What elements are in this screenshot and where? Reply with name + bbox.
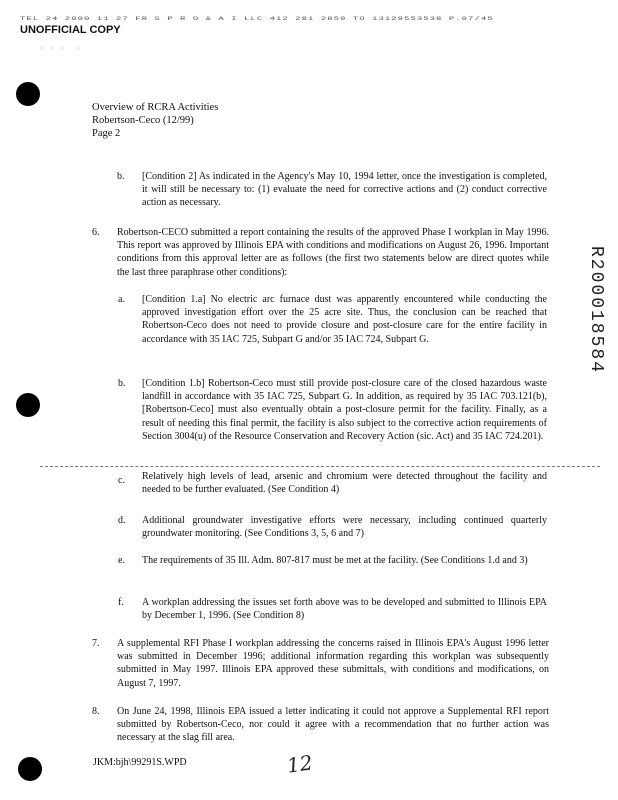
list-item-text: A workplan addressing the issues set forth above was to be developed and submitted to Illinois EPA by December 1, 1996. (See Condition 8) bbox=[142, 597, 547, 622]
list-marker: 7. bbox=[92, 638, 100, 649]
scan-specks: · · · · bbox=[40, 44, 83, 53]
bates-number: R200018584 bbox=[586, 246, 606, 375]
punch-hole-middle bbox=[16, 393, 40, 417]
list-item-7 bbox=[92, 637, 549, 690]
list-item-text: A supplemental RFI Phase I workplan addressing the concerns raised in Illinois EPA's August 1996 letter was submitted in December 1996; additional information regarding this workplan was subsequently submitted in May 1997. Illinois EPA approved these submittals, with conditions and modifications, on August 7, 1997. bbox=[117, 638, 549, 689]
sub-item-b bbox=[118, 377, 547, 443]
list-item-text: Additional groundwater investigative efforts were necessary, including continued quarterly groundwater monitoring. (See Conditions 3, 5, 6 and 7) bbox=[142, 515, 547, 540]
list-marker: 8. bbox=[92, 706, 100, 717]
fax-transmission-header: TEL 24 2000 11 27 FR S P R O & A I LLC 412 281 2859 TO 13129553538 P.07/45 bbox=[20, 16, 494, 22]
document-header bbox=[92, 101, 218, 140]
punch-hole-bottom bbox=[18, 757, 42, 781]
list-item-b-condition-2 bbox=[117, 170, 547, 210]
document-subtitle: Robertson-Ceco (12/99) bbox=[92, 115, 194, 126]
unofficial-copy-stamp: UNOFFICIAL COPY bbox=[20, 24, 121, 36]
list-item-text: On June 24, 1998, Illinois EPA issued a letter indicating it could not approve a Supplemental RFI report submitted by Robertson-Ceco, nor could it agree with a recommendation that no further action was necessary at the slag fill area. bbox=[117, 706, 549, 744]
list-marker: c. bbox=[118, 475, 125, 486]
list-marker: b. bbox=[117, 171, 125, 182]
list-item-text: The requirements of 35 Ill. Adm. 807-817 must be met at the facility. (See Conditions 1.d and 3) bbox=[142, 555, 528, 566]
list-marker: a. bbox=[118, 294, 125, 305]
sub-item-e bbox=[118, 554, 547, 567]
list-item-8 bbox=[92, 705, 549, 745]
list-item-text: [Condition 2] As indicated in the Agency's May 10, 1994 letter, once the investigation is completed, it will still be necessary to: (1) evaluate the need for corrective actions and (2) conduct corrective action as necessary. bbox=[142, 171, 547, 209]
list-marker: b. bbox=[118, 378, 126, 389]
list-marker: f. bbox=[118, 597, 124, 608]
list-item-text: [Condition 1.b] Robertson-Ceco must still provide post-closure care of the closed hazardous waste landfill in accordance with 35 IAC 725, Subpart G. In addition, as required by 35 IAC 703.121(b), [Robertson-Ceco] must also eventually obtain a post-closure permit for the facility. Finally, as a result of needing this final permit, the facility is also subject to the corrective action requirements of Section 3004(u) of the Resource Conservation and Recovery Action (sic. Act) and 35 IAC 724.201). bbox=[142, 378, 547, 442]
sub-item-a bbox=[118, 293, 547, 346]
list-marker: e. bbox=[118, 555, 125, 566]
sub-item-d bbox=[118, 514, 547, 540]
page-label: Page 2 bbox=[92, 128, 121, 139]
list-item-text: [Condition 1.a] No electric arc furnace dust was apparently encountered while conducting the approved investigation effort over the 25 acre site. Thus, the conclusion can be reached that Robertson-Ceco does not need to provide closure and post-closure care for the entire facility in accordance with 35 IAC 725, Subpart G and/or 35 IAC 724, Subpart G. bbox=[142, 294, 547, 345]
document-title: Overview of RCRA Activities bbox=[92, 102, 219, 113]
sub-item-c bbox=[118, 470, 547, 496]
list-marker: d. bbox=[118, 515, 126, 526]
scan-artifact-line bbox=[40, 466, 600, 467]
punch-hole-top bbox=[16, 82, 40, 106]
list-item-text: Relatively high levels of lead, arsenic and chromium were detected throughout the facility and needed to be further evaluated. (See Condition 4) bbox=[142, 471, 547, 496]
file-reference: JKM:bjh\99291S.WPD bbox=[93, 757, 187, 768]
sub-item-f bbox=[118, 596, 547, 622]
list-marker: 6. bbox=[92, 227, 100, 238]
list-item-text: Robertson-CECO submitted a report containing the results of the approved Phase I workplan in May 1996. This report was approved by Illinois EPA with conditions and modifications on August 26, 1996. Important conditions from this approval letter are as follows (the first two statements below are direct quotes while the last three paraphrase other conditions): bbox=[117, 227, 549, 278]
handwritten-page-number: 12 bbox=[285, 750, 314, 778]
list-item-6 bbox=[92, 226, 549, 279]
